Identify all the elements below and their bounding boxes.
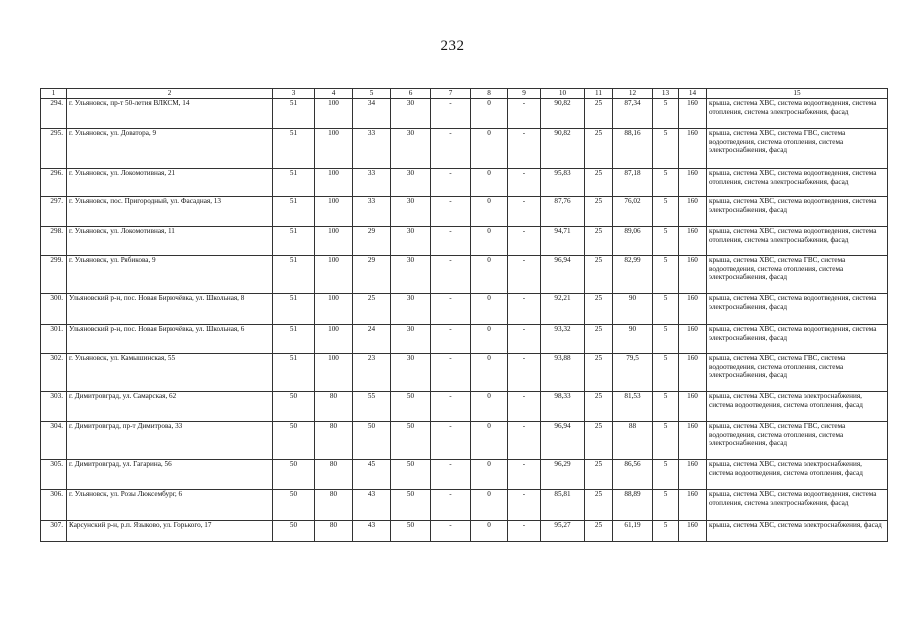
col-11-cell: 25 [585,354,613,392]
col-7-cell: - [431,422,471,460]
col-12-cell: 79,5 [613,354,653,392]
col-4-cell: 100 [315,169,353,197]
works-list-cell: крыша, система ХВС, система электроснабжения, система водоотведения, система отопления, фасад [707,460,888,490]
col-3-cell: 51 [273,354,315,392]
col-13-cell: 5 [653,227,679,256]
col-13-cell: 5 [653,325,679,354]
col-7-cell: - [431,294,471,325]
col-3-cell: 51 [273,99,315,129]
col-10-cell: 90,82 [541,99,585,129]
column-header-2: 2 [67,89,273,99]
table-row [41,99,888,129]
works-list-cell: крыша, система ХВС, система водоотведения, система отопления, система электроснабжения, фасад [707,169,888,197]
col-14-cell: 160 [679,169,707,197]
col-13-cell: 5 [653,169,679,197]
col-14-cell: 160 [679,99,707,129]
table-row [41,169,888,197]
address-cell: г. Ульяновск, ул. Доватора, 9 [67,129,273,169]
address-cell: г. Ульяновск, пос. Пригородный, ул. Фасадная, 13 [67,197,273,227]
works-list-cell: крыша, система ХВС, система водоотведения, система отопления, система электроснабжения, фасад [707,99,888,129]
column-header-9: 9 [508,89,541,99]
address-cell: Ульяновский р-н, пос. Новая Бирючёвка, ул. Школьная, 8 [67,294,273,325]
table-row [41,460,888,490]
col-3-cell: 50 [273,460,315,490]
col-13-cell: 5 [653,354,679,392]
col-14-cell: 160 [679,460,707,490]
col-6-cell: 30 [391,197,431,227]
row-number: 295. [41,129,67,169]
capital-repair-table [40,88,888,542]
col-7-cell: - [431,129,471,169]
row-number: 303. [41,392,67,422]
col-11-cell: 25 [585,521,613,542]
col-12-cell: 76,02 [613,197,653,227]
column-header-5: 5 [353,89,391,99]
col-14-cell: 160 [679,392,707,422]
col-7-cell: - [431,354,471,392]
col-4-cell: 100 [315,227,353,256]
col-5-cell: 33 [353,129,391,169]
col-12-cell: 88 [613,422,653,460]
col-3-cell: 51 [273,197,315,227]
col-12-cell: 87,34 [613,99,653,129]
col-6-cell: 50 [391,392,431,422]
col-8-cell: 0 [471,169,508,197]
col-10-cell: 98,33 [541,392,585,422]
address-cell: г. Ульяновск, пр-т 50-летия ВЛКСМ, 14 [67,99,273,129]
col-7-cell: - [431,325,471,354]
col-8-cell: 0 [471,256,508,294]
table-body [41,99,888,542]
col-14-cell: 160 [679,490,707,521]
address-cell: г. Ульяновск, ул. Камышинская, 55 [67,354,273,392]
table-header [41,89,888,99]
col-13-cell: 5 [653,197,679,227]
row-number: 299. [41,256,67,294]
header-row [41,89,888,99]
col-3-cell: 51 [273,325,315,354]
row-number: 304. [41,422,67,460]
row-number: 301. [41,325,67,354]
col-13-cell: 5 [653,99,679,129]
column-header-6: 6 [391,89,431,99]
col-3-cell: 51 [273,294,315,325]
col-8-cell: 0 [471,325,508,354]
col-9-cell: - [508,460,541,490]
col-8-cell: 0 [471,99,508,129]
col-11-cell: 25 [585,325,613,354]
col-8-cell: 0 [471,392,508,422]
col-3-cell: 51 [273,227,315,256]
col-12-cell: 61,19 [613,521,653,542]
address-cell: г. Ульяновск, ул. Локомотивная, 11 [67,227,273,256]
col-14-cell: 160 [679,129,707,169]
col-11-cell: 25 [585,294,613,325]
col-11-cell: 25 [585,129,613,169]
col-12-cell: 90 [613,294,653,325]
col-5-cell: 45 [353,460,391,490]
col-7-cell: - [431,521,471,542]
col-11-cell: 25 [585,460,613,490]
col-4-cell: 80 [315,392,353,422]
col-4-cell: 100 [315,354,353,392]
column-header-14: 14 [679,89,707,99]
col-12-cell: 88,16 [613,129,653,169]
table-row [41,294,888,325]
table-row [41,392,888,422]
col-11-cell: 25 [585,197,613,227]
table-row [41,354,888,392]
address-cell: г. Димитровград, ул. Гагарина, 56 [67,460,273,490]
address-cell: г. Димитровград, пр-т Димитрова, 33 [67,422,273,460]
col-6-cell: 30 [391,294,431,325]
address-cell: г. Ульяновск, ул. Рябикова, 9 [67,256,273,294]
col-9-cell: - [508,521,541,542]
col-8-cell: 0 [471,294,508,325]
col-10-cell: 96,29 [541,460,585,490]
col-14-cell: 160 [679,422,707,460]
col-8-cell: 0 [471,227,508,256]
row-number: 306. [41,490,67,521]
col-10-cell: 87,76 [541,197,585,227]
col-11-cell: 25 [585,256,613,294]
col-8-cell: 0 [471,354,508,392]
col-13-cell: 5 [653,460,679,490]
col-6-cell: 30 [391,99,431,129]
col-9-cell: - [508,325,541,354]
col-5-cell: 43 [353,490,391,521]
address-cell: г. Ульяновск, ул. Локомотивная, 21 [67,169,273,197]
table-row [41,490,888,521]
col-10-cell: 96,94 [541,256,585,294]
table-row [41,325,888,354]
address-cell: г. Димитровград, ул. Самарская, 62 [67,392,273,422]
row-number: 307. [41,521,67,542]
col-7-cell: - [431,490,471,521]
col-14-cell: 160 [679,256,707,294]
table-row [41,227,888,256]
works-list-cell: крыша, система ХВС, система водоотведения, система отопления, система электроснабжения, фасад [707,490,888,521]
table-row [41,256,888,294]
column-header-15: 15 [707,89,888,99]
col-5-cell: 23 [353,354,391,392]
table-row [41,197,888,227]
col-7-cell: - [431,99,471,129]
col-3-cell: 51 [273,169,315,197]
column-header-8: 8 [471,89,508,99]
col-4-cell: 100 [315,129,353,169]
column-header-12: 12 [613,89,653,99]
col-9-cell: - [508,197,541,227]
row-number: 300. [41,294,67,325]
col-10-cell: 95,83 [541,169,585,197]
col-14-cell: 160 [679,294,707,325]
works-list-cell: крыша, система ХВС, система водоотведения, система электроснабжения, фасад [707,325,888,354]
col-5-cell: 55 [353,392,391,422]
col-12-cell: 90 [613,325,653,354]
col-4-cell: 100 [315,256,353,294]
col-5-cell: 29 [353,256,391,294]
works-list-cell: крыша, система ХВС, система ГВС, система водоотведения, система отопления, система электроснабжения, фасад [707,354,888,392]
col-3-cell: 50 [273,422,315,460]
column-header-1: 1 [41,89,67,99]
col-8-cell: 0 [471,422,508,460]
col-4-cell: 80 [315,521,353,542]
col-9-cell: - [508,392,541,422]
col-10-cell: 96,94 [541,422,585,460]
col-9-cell: - [508,256,541,294]
col-12-cell: 82,99 [613,256,653,294]
works-list-cell: крыша, система ХВС, система ГВС, система водоотведения, система отопления, система электроснабжения, фасад [707,422,888,460]
col-9-cell: - [508,129,541,169]
works-list-cell: крыша, система ХВС, система ГВС, система водоотведения, система отопления, система электроснабжения, фасад [707,129,888,169]
col-6-cell: 30 [391,325,431,354]
col-9-cell: - [508,227,541,256]
col-8-cell: 0 [471,521,508,542]
col-9-cell: - [508,422,541,460]
col-14-cell: 160 [679,325,707,354]
col-4-cell: 80 [315,490,353,521]
col-3-cell: 50 [273,490,315,521]
column-header-3: 3 [273,89,315,99]
col-6-cell: 50 [391,460,431,490]
col-3-cell: 50 [273,521,315,542]
col-6-cell: 50 [391,422,431,460]
col-6-cell: 30 [391,256,431,294]
row-number: 302. [41,354,67,392]
col-11-cell: 25 [585,422,613,460]
col-12-cell: 88,89 [613,490,653,521]
column-header-10: 10 [541,89,585,99]
works-list-cell: крыша, система ХВС, система ГВС, система водоотведения, система отопления, система электроснабжения, фасад [707,256,888,294]
col-11-cell: 25 [585,392,613,422]
col-14-cell: 160 [679,521,707,542]
col-13-cell: 5 [653,490,679,521]
col-6-cell: 50 [391,521,431,542]
table-row [41,521,888,542]
col-12-cell: 87,18 [613,169,653,197]
col-10-cell: 95,27 [541,521,585,542]
column-header-11: 11 [585,89,613,99]
col-7-cell: - [431,169,471,197]
col-7-cell: - [431,392,471,422]
col-5-cell: 33 [353,197,391,227]
col-10-cell: 94,71 [541,227,585,256]
address-cell: г. Ульяновск, ул. Розы Люксембург, 6 [67,490,273,521]
col-9-cell: - [508,490,541,521]
col-13-cell: 5 [653,294,679,325]
col-13-cell: 5 [653,129,679,169]
col-9-cell: - [508,354,541,392]
col-6-cell: 30 [391,169,431,197]
col-11-cell: 25 [585,227,613,256]
col-5-cell: 34 [353,99,391,129]
works-list-cell: крыша, система ХВС, система электроснабжения, фасад [707,521,888,542]
col-7-cell: - [431,197,471,227]
col-12-cell: 89,06 [613,227,653,256]
row-number: 296. [41,169,67,197]
col-10-cell: 93,32 [541,325,585,354]
col-4-cell: 100 [315,325,353,354]
col-8-cell: 0 [471,490,508,521]
col-14-cell: 160 [679,197,707,227]
page-number: 232 [440,38,465,54]
col-11-cell: 25 [585,169,613,197]
col-7-cell: - [431,227,471,256]
col-14-cell: 160 [679,227,707,256]
col-5-cell: 50 [353,422,391,460]
row-number: 297. [41,197,67,227]
col-5-cell: 29 [353,227,391,256]
col-6-cell: 30 [391,129,431,169]
col-3-cell: 50 [273,392,315,422]
column-header-4: 4 [315,89,353,99]
works-list-cell: крыша, система ХВС, система водоотведения, система электроснабжения, фасад [707,294,888,325]
col-8-cell: 0 [471,197,508,227]
col-8-cell: 0 [471,460,508,490]
col-12-cell: 86,56 [613,460,653,490]
col-8-cell: 0 [471,129,508,169]
col-3-cell: 51 [273,256,315,294]
col-5-cell: 24 [353,325,391,354]
col-4-cell: 100 [315,294,353,325]
row-number: 305. [41,460,67,490]
col-14-cell: 160 [679,354,707,392]
col-10-cell: 90,82 [541,129,585,169]
col-9-cell: - [508,294,541,325]
col-11-cell: 25 [585,99,613,129]
address-cell: Карсунский р-н, р.п. Языково, ул. Горького, 17 [67,521,273,542]
col-9-cell: - [508,169,541,197]
col-7-cell: - [431,256,471,294]
col-4-cell: 80 [315,422,353,460]
col-13-cell: 5 [653,256,679,294]
col-4-cell: 80 [315,460,353,490]
works-list-cell: крыша, система ХВС, система водоотведения, система электроснабжения, фасад [707,197,888,227]
col-9-cell: - [508,99,541,129]
row-number: 294. [41,99,67,129]
col-5-cell: 25 [353,294,391,325]
col-6-cell: 50 [391,490,431,521]
row-number: 298. [41,227,67,256]
works-list-cell: крыша, система ХВС, система водоотведения, система отопления, система электроснабжения, фасад [707,227,888,256]
col-10-cell: 93,88 [541,354,585,392]
table-row [41,129,888,169]
col-13-cell: 5 [653,422,679,460]
col-7-cell: - [431,460,471,490]
col-10-cell: 92,21 [541,294,585,325]
column-header-7: 7 [431,89,471,99]
col-13-cell: 5 [653,392,679,422]
address-cell: Ульяновский р-н, пос. Новая Бирючёвка, ул. Школьная, 6 [67,325,273,354]
col-4-cell: 100 [315,197,353,227]
col-11-cell: 25 [585,490,613,521]
col-6-cell: 30 [391,227,431,256]
col-13-cell: 5 [653,521,679,542]
col-4-cell: 100 [315,99,353,129]
col-5-cell: 33 [353,169,391,197]
col-12-cell: 81,53 [613,392,653,422]
column-header-13: 13 [653,89,679,99]
table-row [41,422,888,460]
col-10-cell: 85,81 [541,490,585,521]
col-6-cell: 30 [391,354,431,392]
col-3-cell: 51 [273,129,315,169]
works-list-cell: крыша, система ХВС, система электроснабжения, система водоотведения, система отопления, фасад [707,392,888,422]
col-5-cell: 43 [353,521,391,542]
